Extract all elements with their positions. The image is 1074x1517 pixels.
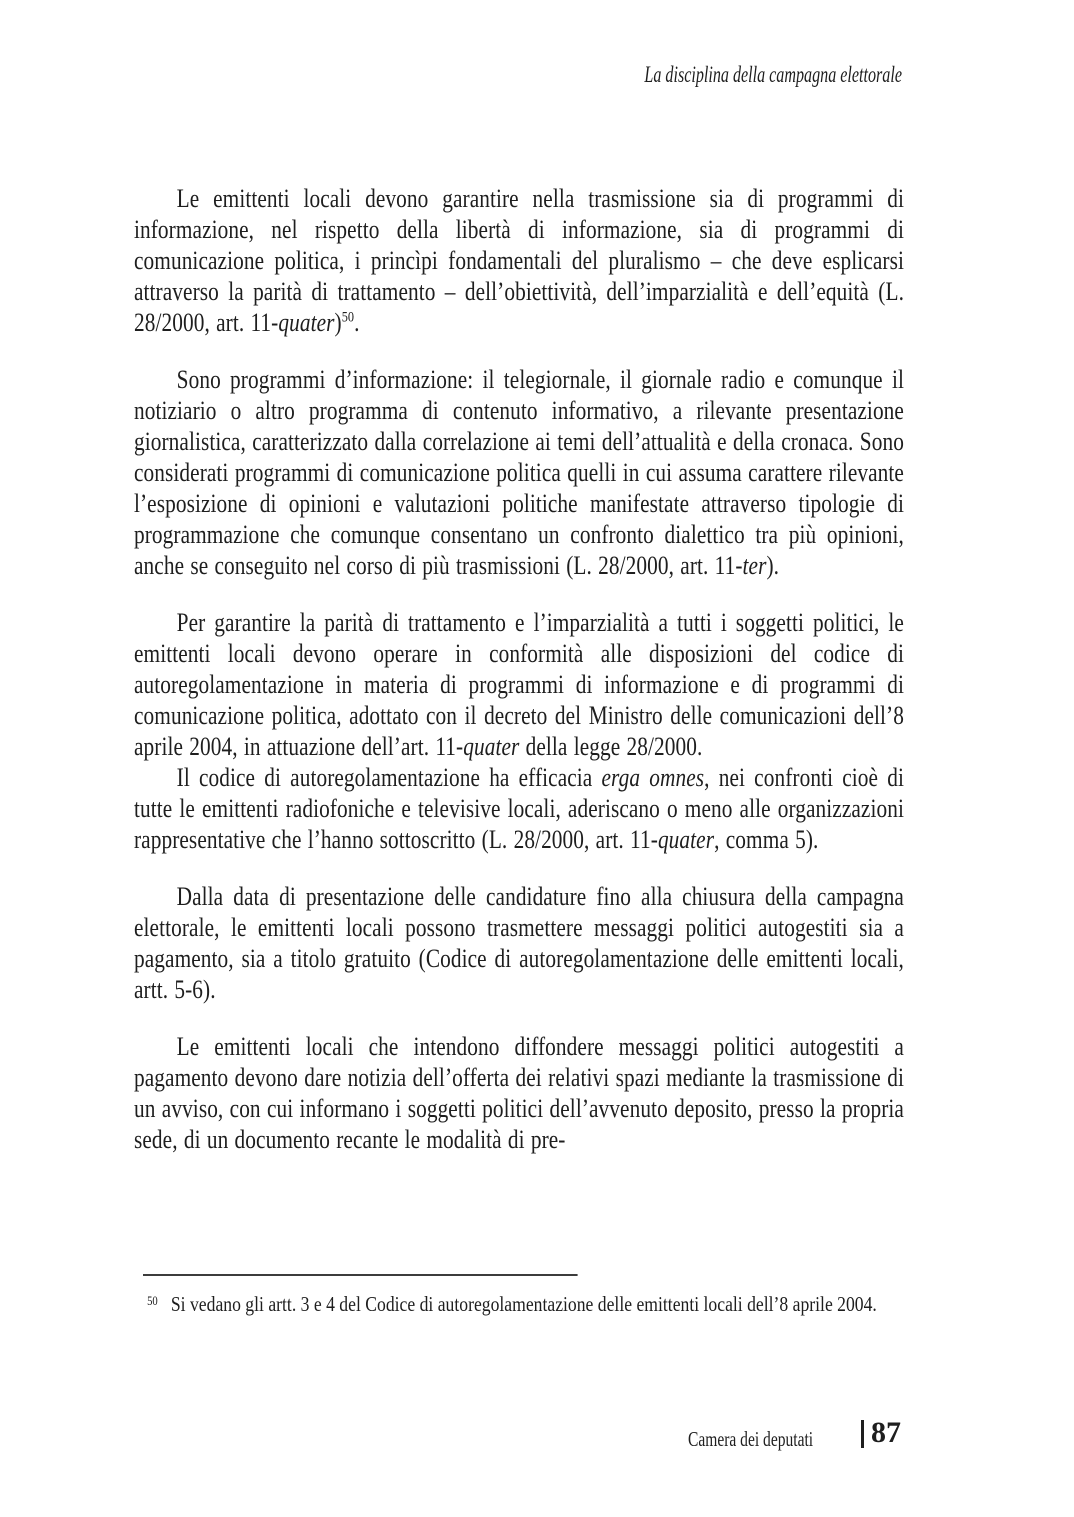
text-run: Il codice di autoregolamentazione ha efficacia: [176, 763, 602, 792]
text-run: Sono programmi d’informazione: il telegiornale, il giornale radio e comunque il notiziario o altro programma di contenuto informativo, a rilevante presentazione giornalistica, caratterizzato dalla correlazione ai temi dell’attualità e della cronaca. Sono considerati programmi di comunicazione politica quelli in cui assuma carattere rilevante l’esposizione di opinioni e valutazioni politiche manifestate attraverso tipologie di programmazione che comunque consentano un confronto dialettico tra più opinioni, anche se conseguito nel corso di più trasmissioni (L. 28/2000, art. 11-: [134, 365, 904, 580]
running-header: La disciplina della campagna elettorale: [644, 62, 902, 87]
page-number-divider: [861, 1420, 864, 1448]
text-run: Le emittenti locali devono garantire nella trasmissione sia di programmi di informazione, nel rispetto della libertà di informazione, sia di programmi di comunicazione politica, i princìpi fondamentali del pluralismo – che deve esplicarsi attraverso la parità di trattamento – dell’obiettività, dell’imparzialità e dell’equità (L. 28/2000, art. 11-: [134, 184, 904, 337]
paragraph-3: [134, 607, 904, 762]
text-run: della legge 28/2000.: [519, 732, 703, 761]
text-run: Le emittenti locali che intendono diffondere messaggi politici autogestiti a pagamento devono dare notizia dell’offerta dei relativi spazi mediante la trasmissione di un avviso, con cui informano i soggetti politici dell’avvenuto deposito, presso la propria sede, di un documento recante le modalità di pre-: [134, 1032, 904, 1154]
body-text-block: [134, 183, 904, 1155]
text-run-italic: ter: [742, 551, 767, 580]
footnote-reference: 50: [341, 309, 355, 326]
paragraph-5: [134, 881, 904, 1005]
footnote-body: [143, 1289, 913, 1319]
text-run: Per garantire la parità di trattamento e l’imparzialità a tutti i soggetti politici, le emittenti locali devono operare in conformità alle disposizioni del codice di autoregolamentazione in materia di programmi di informazione e di programmi di comunicazione politica, adottato con il decreto del Ministro delle comunicazioni dell’8 aprile 2004, in attuazione dell’art. 11-: [134, 608, 904, 761]
footnote-marker: 50: [147, 1293, 158, 1308]
text-run-italic: quater: [278, 308, 335, 337]
paragraph-1: [134, 183, 904, 338]
paragraph-2: [134, 364, 904, 581]
footnote-text: Si vedano gli artt. 3 e 4 del Codice di autoregolamentazione delle emittenti locali dell’8 aprile 2004.: [170, 1292, 877, 1316]
footnote-divider-rule: [143, 1274, 578, 1276]
paragraph-4: [134, 762, 904, 855]
text-run: Dalla data di presentazione delle candidature fino alla chiusura della campagna elettorale, le emittenti locali possono trasmettere messaggi politici autogestiti sia a pagamento, sia a titolo gratuito (Codice di autoregolamentazione delle emittenti locali, artt. 5-6).: [134, 882, 904, 1004]
text-run: , comma 5).: [714, 825, 819, 854]
footer-publisher-label: Camera dei deputati: [687, 1427, 813, 1451]
text-run: ).: [766, 551, 780, 580]
footnote: [143, 1274, 913, 1319]
text-run: , nei confronti cioè di tutte le emittenti radiofoniche e televisive locali, aderiscano o meno alle organizzazioni rappresentative che l’hanno sottoscritto (L. 28/2000, art. 11-: [134, 763, 904, 854]
text-run: .: [354, 308, 360, 337]
paragraph-6: [134, 1031, 904, 1155]
text-run-italic: quater: [463, 732, 520, 761]
text-run: ): [334, 308, 342, 337]
page-number: 87: [871, 1416, 901, 1449]
text-run-italic: quater: [657, 825, 715, 854]
text-run-italic: erga omnes: [601, 763, 705, 792]
